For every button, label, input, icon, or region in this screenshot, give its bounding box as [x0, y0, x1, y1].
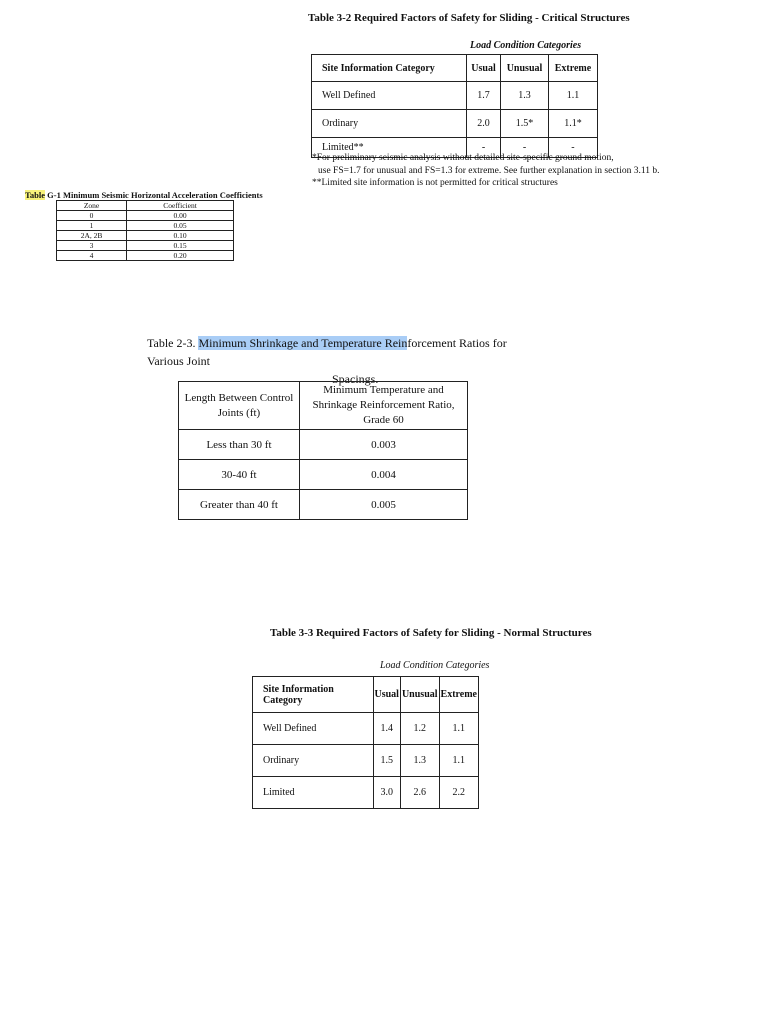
table-row: [253, 745, 479, 777]
table-cell: 2.6: [400, 777, 439, 809]
table-3-2-title: Table 3-2 Required Factors of Safety for Sliding - Critical Structures: [308, 12, 630, 24]
table-g-1: [56, 200, 234, 261]
search-highlight: Table: [25, 190, 46, 200]
title-text: forcement Ratios for Various Joint: [147, 336, 507, 368]
table-row: [57, 211, 234, 221]
column-header: Length Between Control Joints (ft): [179, 382, 300, 430]
table-3-3-group-header: Load Condition Categories: [380, 660, 490, 671]
table-row: [57, 251, 234, 261]
column-header: Extreme: [548, 55, 597, 82]
column-header: Minimum Temperature and Shrinkage Reinforcement Ratio, Grade 60: [300, 382, 468, 430]
footnote: *For preliminary seismic analysis without detailed site-specific ground motion,: [312, 153, 614, 163]
table-cell: 0.15: [127, 241, 234, 251]
table-row: [179, 430, 468, 460]
table-header-row: [179, 382, 468, 430]
table-row: [253, 713, 479, 745]
table-2-3: [178, 381, 468, 520]
table-cell: 0.004: [300, 460, 468, 490]
table-cell: Limited: [253, 777, 374, 809]
table-cell: 1.5: [373, 745, 400, 777]
column-header: Coefficient: [127, 201, 234, 211]
column-header: Unusual: [400, 677, 439, 713]
table-header-row: [312, 55, 598, 82]
table-cell: -: [501, 138, 549, 158]
column-header: Zone: [57, 201, 127, 211]
table-cell: 0.05: [127, 221, 234, 231]
table-row: [57, 231, 234, 241]
table-cell: 1.3: [400, 745, 439, 777]
column-header: Unusual: [501, 55, 549, 82]
footnote: use FS=1.7 for unusual and FS=1.3 for extreme. See further explanation in section 3.11 b.: [318, 165, 660, 176]
table-cell: Limited**: [312, 138, 467, 158]
table-cell: 0: [57, 211, 127, 221]
table-3-2-group-header: Load Condition Categories: [470, 40, 582, 51]
table-header-row: [57, 201, 234, 211]
table-cell: 1.5*: [501, 110, 549, 138]
table-cell: 0.003: [300, 430, 468, 460]
table-cell: -: [548, 138, 597, 158]
table-cell: 0.00: [127, 211, 234, 221]
table-3-3: [252, 676, 479, 809]
table-row: [179, 460, 468, 490]
table-2-3-title: [147, 334, 527, 388]
title-line-2: Spacings.: [332, 372, 379, 386]
table-cell: 1.3: [501, 82, 549, 110]
table-cell: 4: [57, 251, 127, 261]
table-cell: 1.4: [373, 713, 400, 745]
table-cell: 3: [57, 241, 127, 251]
table-cell: 1.7: [466, 82, 500, 110]
table-cell: 1.1: [439, 745, 478, 777]
table-row: [253, 777, 479, 809]
table-g-1-title: [25, 190, 263, 200]
table-cell: 1: [57, 221, 127, 231]
table-cell: Greater than 40 ft: [179, 490, 300, 520]
title-text: G-1 Minimum Seismic Horizontal Acceleration Coefficients: [45, 190, 263, 200]
table-cell: 2A, 2B: [57, 231, 127, 241]
table-row: [57, 221, 234, 231]
column-header: Site Information Category: [312, 55, 467, 82]
table-cell: 1.2: [400, 713, 439, 745]
column-header: Extreme: [439, 677, 478, 713]
footnote: **Limited site information is not permitted for critical structures: [312, 178, 558, 188]
table-row: [312, 82, 598, 110]
table-3-2: [311, 54, 598, 158]
column-header: Usual: [373, 677, 400, 713]
table-row: [312, 110, 598, 138]
table-3-3-title: Table 3-3 Required Factors of Safety for Sliding - Normal Structures: [270, 627, 592, 639]
table-cell: Ordinary: [253, 745, 374, 777]
table-cell: Well Defined: [312, 82, 467, 110]
table-cell: 3.0: [373, 777, 400, 809]
table-3-2-notes: [312, 152, 659, 190]
table-cell: 0.20: [127, 251, 234, 261]
column-header: Usual: [466, 55, 500, 82]
table-cell: 1.1*: [548, 110, 597, 138]
table-cell: 2.0: [466, 110, 500, 138]
table-cell: Less than 30 ft: [179, 430, 300, 460]
table-cell: 2.2: [439, 777, 478, 809]
table-header-row: [253, 677, 479, 713]
title-prefix: Table 2-3.: [147, 336, 199, 350]
table-cell: 0.10: [127, 231, 234, 241]
table-row: [179, 490, 468, 520]
selection-highlight[interactable]: Minimum Shrinkage and Temperature Rein: [198, 336, 408, 350]
table-cell: 30-40 ft: [179, 460, 300, 490]
table-cell: -: [466, 138, 500, 158]
table-row: [57, 241, 234, 251]
column-header: Site Information Category: [253, 677, 374, 713]
table-cell: 1.1: [439, 713, 478, 745]
table-cell: 0.005: [300, 490, 468, 520]
table-cell: Well Defined: [253, 713, 374, 745]
table-cell: Ordinary: [312, 110, 467, 138]
table-cell: 1.1: [548, 82, 597, 110]
